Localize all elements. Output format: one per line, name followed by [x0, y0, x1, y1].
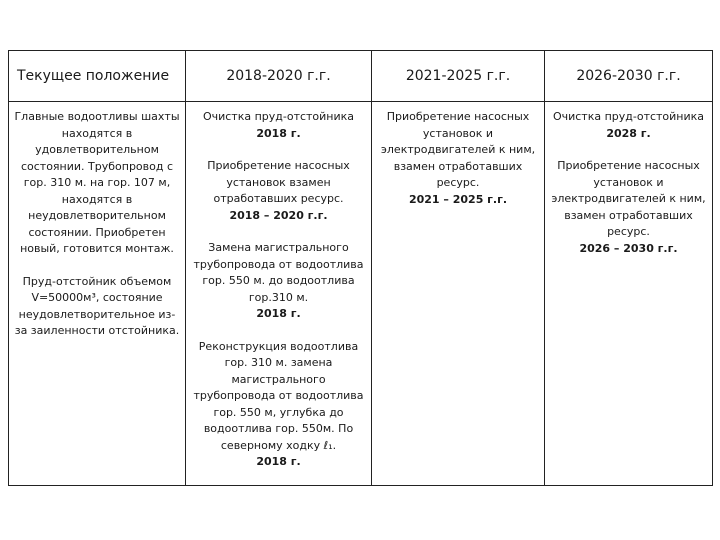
plan-item-year: 2028 г. — [606, 126, 651, 140]
plan-item-text: Приобретение насосных установок и электродвигателей к ним, взамен отработавших ресурс. — [380, 110, 536, 189]
plan-item-year: 2018 г. — [256, 455, 301, 468]
plan-item-text: Очистка пруд-отстойника — [552, 110, 705, 123]
header-current-state: Текущее положение — [9, 51, 186, 102]
plan-item-year: 2018 г. — [256, 126, 301, 140]
plan-item-year: 2018 – 2020 г.г. — [229, 208, 328, 222]
plan-item — [190, 109, 367, 142]
header-row — [9, 51, 713, 102]
plan-item-text: Очистка пруд-отстойника — [202, 110, 355, 123]
header-2026-2030: 2026-2030 г.г. — [545, 51, 713, 102]
header-2021-2025: 2021-2025 г.г. — [372, 51, 545, 102]
current-state-text-1: Главные водоотливы шахты находятся в удовлетворительном состоянии. Трубопровод с гор. 310 м. на гор. 107 м, находятся в неудовлетворительном состоянии. Приобретен новый, готовится монтаж. — [14, 110, 180, 255]
plan-item-text: Приобретение насосных установок и электродвигателей к ним, взамен отработавших ресурс. — [551, 159, 706, 238]
cell-2026-2030 — [545, 102, 713, 486]
plan-item-year: 2021 – 2025 г.г. — [408, 192, 508, 206]
plan-item — [190, 339, 367, 471]
cell-current-state — [9, 102, 186, 486]
plan-item-text: Реконструкция водоотлива гор. 310 м. замена магистрального трубопровода от водоотлива гор. 550 м, углубка до водоотлива гор. 550м. По северному ходку ℓ₁. — [193, 339, 364, 452]
plan-item — [549, 109, 708, 142]
plan-item — [190, 240, 367, 323]
plan-item-text: Приобретение насосных установок взамен отработавших ресурс. — [207, 159, 350, 205]
plan-item — [376, 109, 540, 208]
plan-item — [549, 158, 708, 257]
plan-item — [190, 158, 367, 224]
cell-2021-2025 — [372, 102, 545, 486]
plan-item-year: 2018 г. — [256, 307, 301, 320]
header-2018-2020: 2018-2020 г.г. — [186, 51, 372, 102]
cell-2018-2020 — [186, 102, 372, 486]
current-state-text-2: Пруд-отстойник объемом V=50000м³, состояние неудовлетворительное из-за заиленности отстойника. — [14, 274, 180, 337]
plan-item-year: 2026 – 2030 г.г. — [579, 241, 678, 255]
plan-item-text: Замена магистрального трубопровода от водоотлива гор. 550 м. до водоотлива гор.310 м. — [193, 241, 364, 304]
content-row — [9, 102, 713, 486]
plan-table — [8, 50, 713, 486]
